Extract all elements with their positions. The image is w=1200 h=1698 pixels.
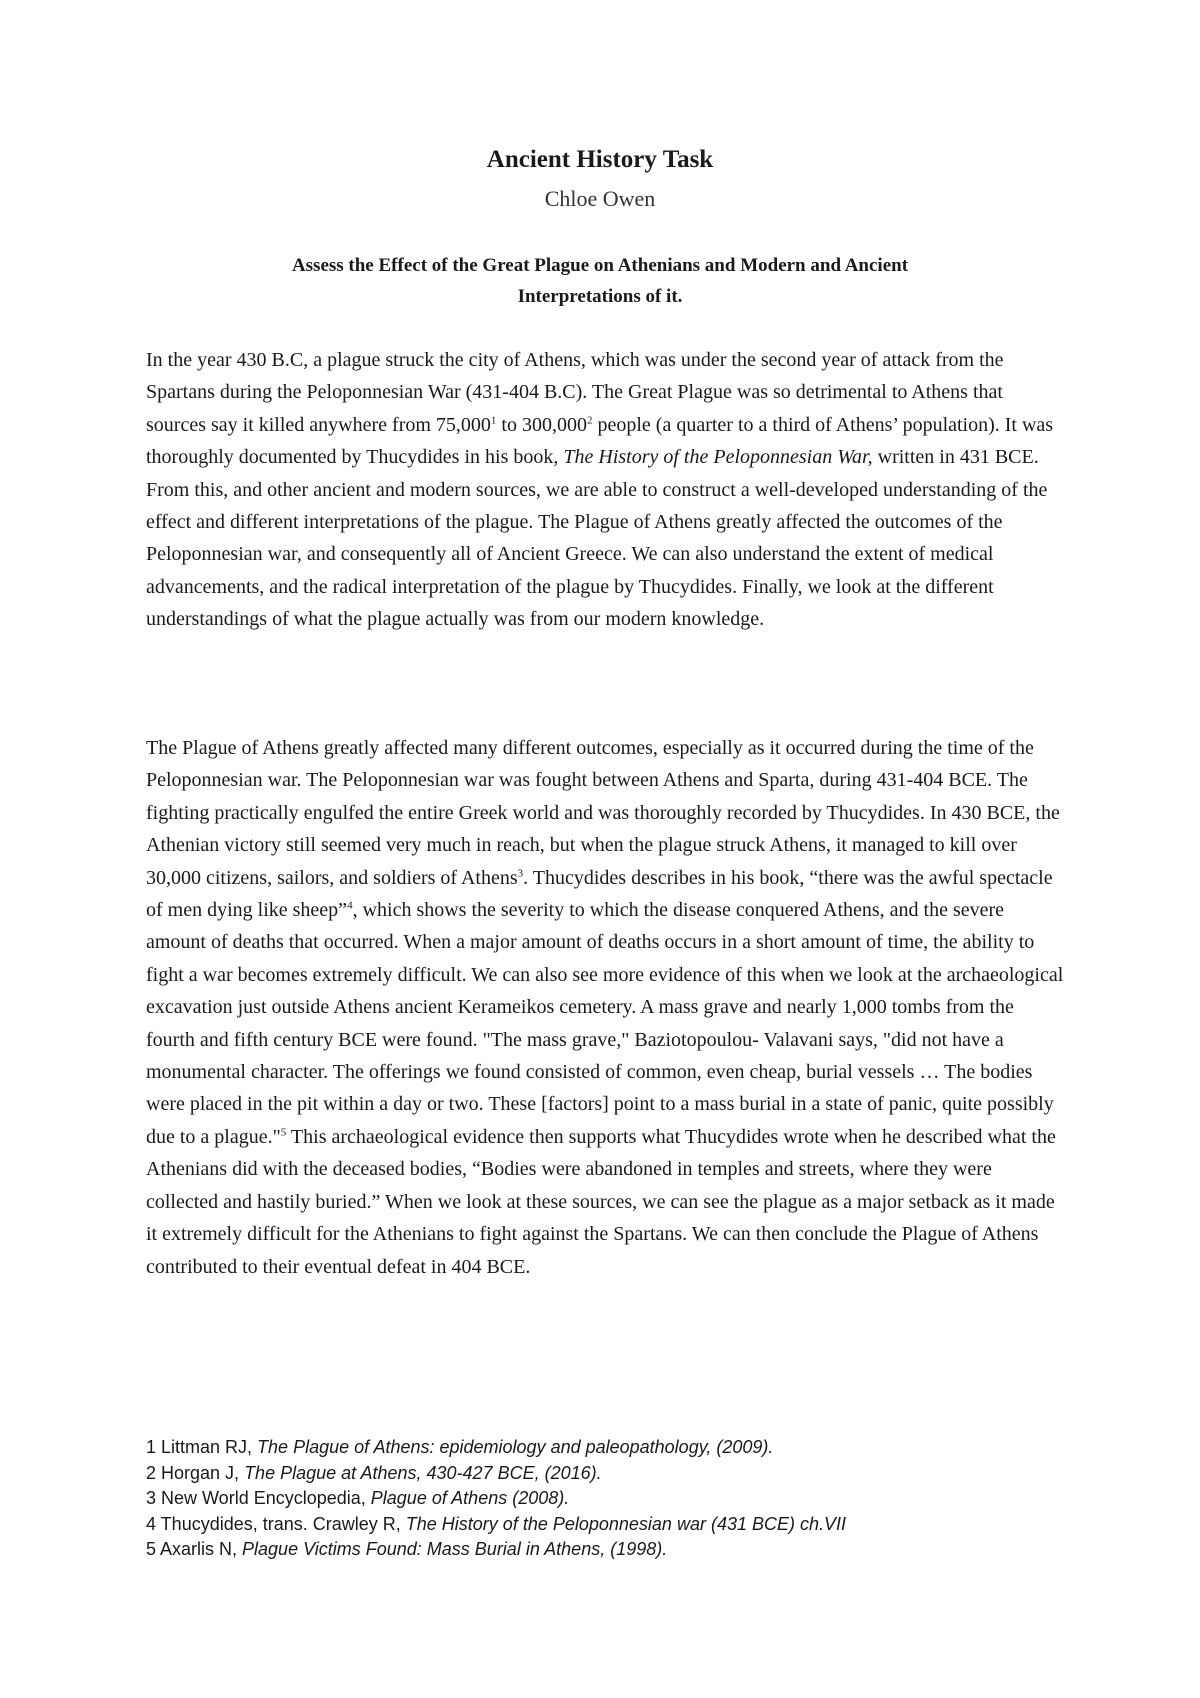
footnote-4-author: 4 Thucydides, trans. Crawley R, (146, 1513, 406, 1534)
footnote-5 (146, 1537, 1066, 1563)
paragraph-1-text-c: people (a quarter to a third of Athens’ population). It was thoroughly documented by Thucydides in his book, (146, 413, 1054, 469)
essay-question (180, 250, 1020, 312)
paragraph-war-effects (146, 732, 1066, 1283)
paragraph-1-text-d: written in 431 BCE. From this, and other ancient and modern sources, we are able to construct a well-developed understanding of the effect and different interpretations of the plague. The Plague of Athens greatly affected the outcomes of the Peloponnesian war, and consequently all of Ancient Greece. We can also understand the extent of medical advancements, and the radical interpretation of the plague by Thucydides. Finally, we look at the different understandings of what the plague actually was from our modern knowledge. (146, 446, 1048, 631)
paragraph-2-text-c: , which shows the severity to which the disease conquered Athens, and the severe amount of deaths that occurred. When a major amount of deaths occurs in a short amount of time, the ability to fight a war becomes extremely difficult. We can also see more evidence of this when we look at the archaeological excavation just outside Athens ancient Kerameikos cemetery. A mass grave and nearly 1,000 tombs from the fourth and fifth century BCE were found. "The mass grave," Baziotopoulou- Valavani says, "did not have a monumental character. The offerings we found consisted of common, even cheap, burial vessels … The bodies were placed in the pit within a day or two. These [factors] point to a mass burial in a state of panic, quite possibly due to a plague." (146, 899, 1064, 1148)
footnote-1-author: 1 Littman RJ, (146, 1437, 258, 1457)
paragraph-introduction (146, 344, 1066, 636)
book-title: The History of the Peloponnesian War, (563, 446, 873, 469)
footnote-ref-3: 3 (517, 866, 524, 879)
paragraph-1-text-b: to 300,000 (496, 413, 587, 436)
footnote-3-author: 3 New World Encyclopedia, (146, 1488, 371, 1508)
essay-question-line-1: Assess the Effect of the Great Plague on Athenians and Modern and Ancient (291, 255, 909, 276)
essay-question-line-2: Interpretations of it. (517, 286, 683, 307)
document-title: Ancient History Task (486, 146, 714, 173)
footnote-ref-5: 5 (280, 1126, 287, 1139)
footnote-5-source: Plague Victims Found: Mass Burial in Athens, (1998). (242, 1539, 668, 1559)
paragraph-1-text-a: In the year 430 B.C, a plague struck the city of Athens, which was under the second year of attack from the Spartans during the Peloponnesian War (431-404 B.C). The Great Plague was so detrimental to Athens that sources say it killed anywhere from 75,000 (146, 349, 1004, 436)
footnote-2-source: The Plague at Athens, 430-427 BCE, (2016). (244, 1462, 602, 1483)
footnote-3-source: Plague of Athens (2008). (370, 1488, 570, 1508)
paragraph-2-text-a: The Plague of Athens greatly affected many different outcomes, especially as it occurred during the time of the Peloponnesian war. The Peloponnesian war was fought between Athens and Sparta, during 431-404 BCE. The fighting practically engulfed the entire Greek world and was thoroughly recorded by Thucydides. In 430 BCE, the Athenian victory still seemed very much in reach, but when the plague struck Athens, it managed to kill over 30,000 citizens, sailors, and soldiers of Athens (146, 737, 1060, 889)
footnote-ref-4: 4 (347, 899, 353, 912)
paragraph-2-text-d: This archaeological evidence then supports what Thucydides wrote when he described what the Athenians did with the deceased bodies, “Bodies were abandoned in temples and streets, where they were collected and hastily buried.” When we look at these sources, we can see the plague as a major setback as it made it extremely difficult for the Athenians to fight against the Spartans. We can then conclude the Plague of Athens contributed to their eventual defeat in 404 BCE. (146, 1125, 1056, 1278)
footnote-1 (146, 1435, 1066, 1461)
footnote-2 (146, 1461, 1066, 1487)
footnote-5-author: 5 Axarlis N, (146, 1539, 243, 1559)
footnote-4-source: The History of the Peloponnesian war (431 BCE) ch.VII (405, 1513, 846, 1534)
footnote-ref-2: 2 (586, 414, 593, 427)
author-name: Chloe Owen (544, 186, 656, 211)
footnote-1-source: The Plague of Athens: epidemiology and paleopathology, (2009). (257, 1437, 774, 1457)
footnote-4 (146, 1512, 1066, 1538)
footnote-3 (146, 1486, 1066, 1512)
footnotes (146, 1435, 1066, 1563)
footnote-ref-1: 1 (490, 414, 497, 427)
footnote-2-author: 2 Horgan J, (146, 1462, 245, 1483)
paragraph-2-text-b: . Thucydides describes in his book, “there was the awful spectacle of men dying like sheep” (146, 866, 1053, 922)
